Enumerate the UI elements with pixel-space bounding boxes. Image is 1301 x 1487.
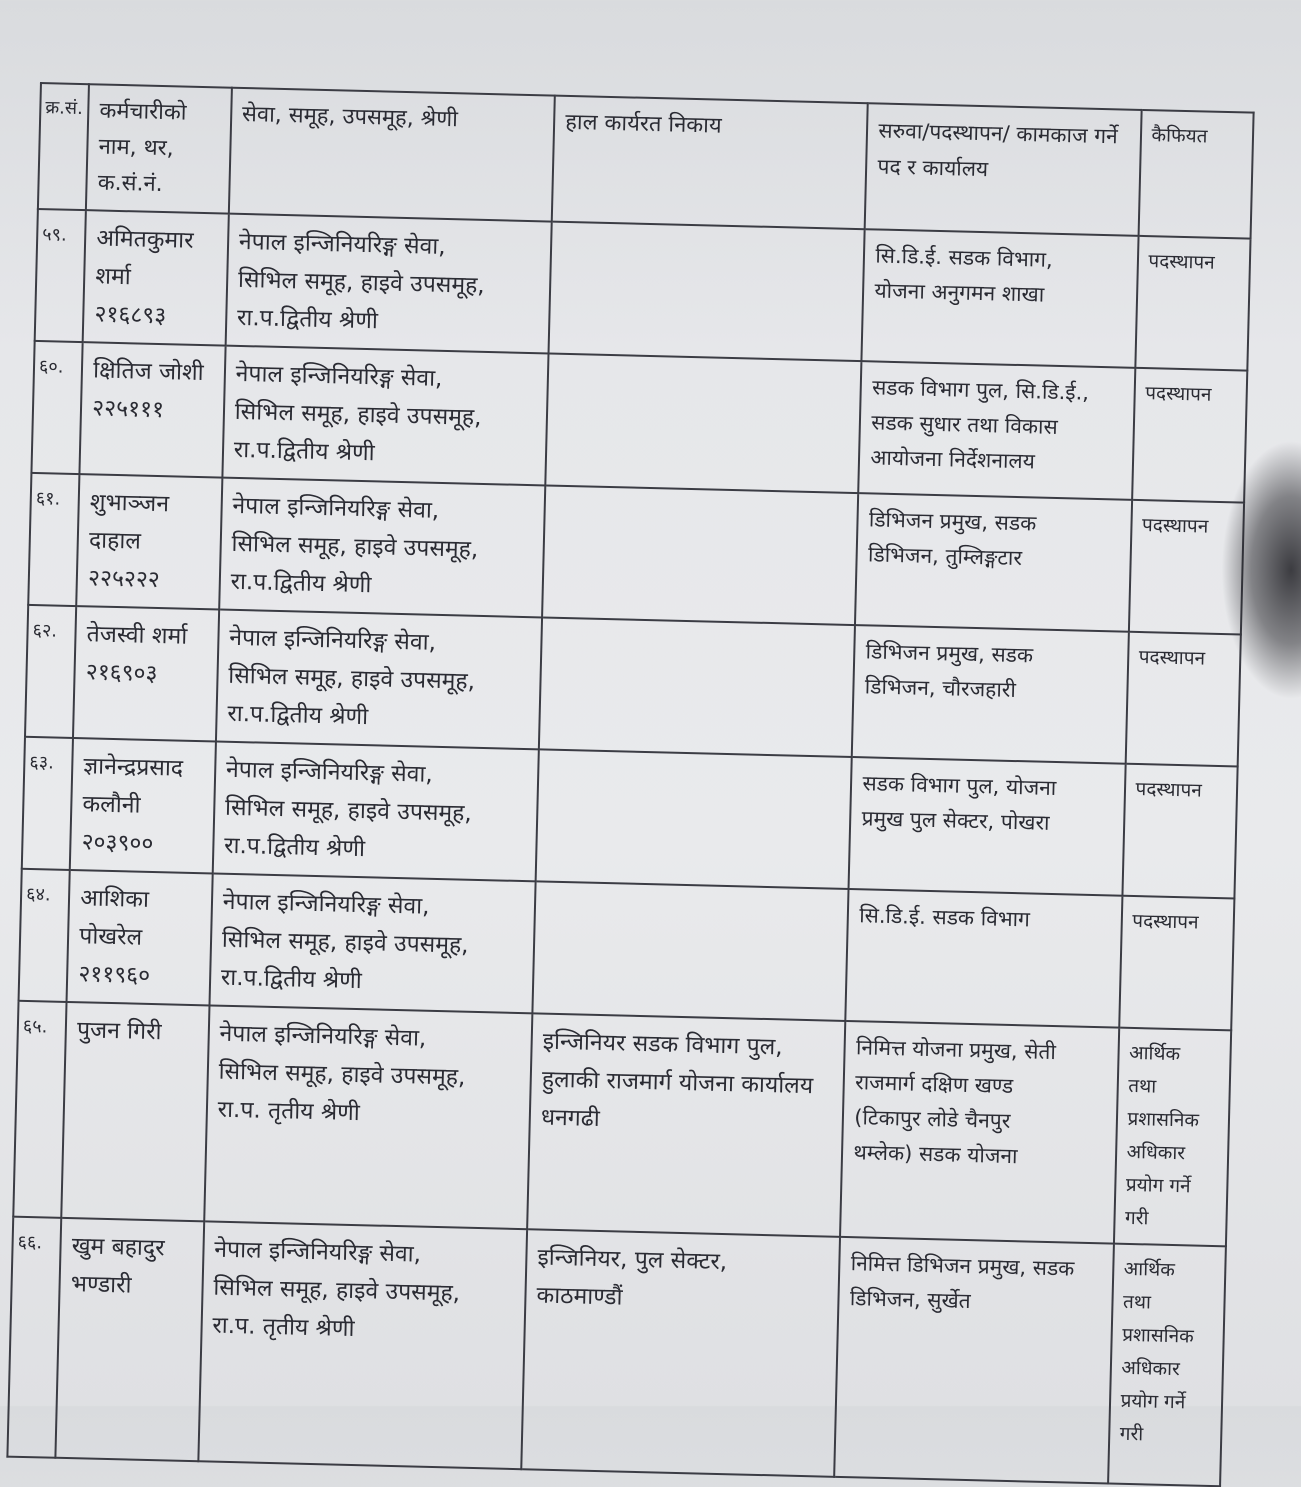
cell-current-office: इन्जिनियर, पुल सेक्टर, काठमाण्डौं xyxy=(521,1229,840,1477)
cell-service: नेपाल इन्जिनियरिङ्ग सेवा, सिभिल समूह, हाइवे उपसमूह, रा.प.द्वितीय श्रेणी xyxy=(222,346,548,486)
cell-remarks: पदस्थापन xyxy=(1122,764,1238,899)
cell-new-post: सि.डि.ई. सडक विभाग, योजना अनुगमन शाखा xyxy=(862,229,1138,368)
cell-service: नेपाल इन्जिनियरिङ्ग सेवा, सिभिल समूह, हाइवे उपसमूह, रा.प.द्वितीय श्रेणी xyxy=(209,873,535,1013)
cell-current-office xyxy=(545,354,861,494)
cell-sn: ६५. xyxy=(13,1001,66,1218)
cell-service: नेपाल इन्जिनियरिङ्ग सेवा, सिभिल समूह, हाइवे उपसमूह, रा.प.द्वितीय श्रेणी xyxy=(225,214,551,354)
cell-sn: ५९. xyxy=(35,209,86,342)
cell-remarks: पदस्थापन xyxy=(1132,368,1248,503)
header-current-office: हाल कार्यरत निकाय xyxy=(552,96,868,230)
cell-sn: ६०. xyxy=(31,341,82,474)
cell-remarks: पदस्थापन xyxy=(1119,896,1235,1031)
cell-name: क्षितिज जोशी २२५१११ xyxy=(80,342,226,477)
cell-current-office xyxy=(549,222,865,362)
cell-new-post: सि.डि.ई. सडक विभाग xyxy=(846,889,1122,1028)
cell-current-office xyxy=(536,749,852,889)
cell-name: पुजन गिरी xyxy=(61,1002,209,1221)
finger-shadow xyxy=(1221,440,1301,700)
table-row xyxy=(13,1001,1231,1247)
header-name: कर्मचारीको नाम, थर, क.सं.नं. xyxy=(86,84,232,213)
cell-new-post: डिभिजन प्रमुख, सडक डिभिजन, तुम्लिङ्गटार xyxy=(855,493,1131,632)
cell-service: नेपाल इन्जिनियरिङ्ग सेवा, सिभिल समूह, हाइवे उपसमूह, रा.प. तृतीय श्रेणी xyxy=(198,1221,527,1469)
transfer-table-wrap xyxy=(6,82,1254,1487)
cell-new-post: डिभिजन प्रमुख, सडक डिभिजन, चौरजहारी xyxy=(852,625,1128,764)
cell-name: आशिका पोखरेल २११९६० xyxy=(67,870,213,1005)
header-remarks: कैफियत xyxy=(1138,110,1254,239)
cell-service: नेपाल इन्जिनियरिङ्ग सेवा, सिभिल समूह, हाइवे उपसमूह, रा.प.द्वितीय श्रेणी xyxy=(219,478,545,618)
table-body xyxy=(7,209,1250,1486)
cell-remarks: आर्थिक तथा प्रशासनिक अधिकार प्रयोग गर्ने गरी xyxy=(1108,1244,1226,1487)
cell-current-office xyxy=(542,485,858,625)
cell-sn: ६१. xyxy=(28,473,79,606)
cell-sn: ६४. xyxy=(19,869,70,1002)
cell-current-office xyxy=(532,881,848,1021)
cell-remarks: पदस्थापन xyxy=(1135,236,1251,371)
cell-new-post: सडक विभाग पुल, योजना प्रमुख पुल सेक्टर, पोखरा xyxy=(849,757,1125,896)
cell-remarks: आर्थिक तथा प्रशासनिक अधिकार प्रयोग गर्ने गरी xyxy=(1113,1028,1231,1247)
header-sn: क्र.सं. xyxy=(38,83,89,210)
cell-remarks: पदस्थापन xyxy=(1128,500,1244,635)
cell-sn: ६६. xyxy=(7,1217,61,1458)
cell-service: नेपाल इन्जिनियरिङ्ग सेवा, सिभिल समूह, हाइवे उपसमूह, रा.प. तृतीय श्रेणी xyxy=(204,1005,533,1229)
cell-new-post: सडक विभाग पुल, सि.डि.ई., सडक सुधार तथा विकास आयोजना निर्देशनालय xyxy=(859,361,1135,500)
cell-sn: ६३. xyxy=(22,737,73,870)
cell-name: ज्ञानेन्द्रप्रसाद कलौनी २०३९०० xyxy=(70,738,216,873)
transfer-table xyxy=(6,82,1254,1487)
cell-service: नेपाल इन्जिनियरिङ्ग सेवा, सिभिल समूह, हाइवे उपसमूह, रा.प.द्वितीय श्रेणी xyxy=(216,610,542,750)
cell-new-post: निमित्त डिभिजन प्रमुख, सडक डिभिजन, सुर्खेत xyxy=(835,1237,1114,1484)
cell-new-post: निमित्त योजना प्रमुख, सेती राजमार्ग दक्षिण खण्ड (टिकापुर लोडे चैनपुर थम्लेक) सडक योजना xyxy=(840,1021,1118,1244)
table-row xyxy=(7,1217,1226,1487)
cell-service: नेपाल इन्जिनियरिङ्ग सेवा, सिभिल समूह, हाइवे उपसमूह, रा.प.द्वितीय श्रेणी xyxy=(212,741,538,881)
cell-sn: ६२. xyxy=(25,605,76,738)
cell-name: शुभाञ्जन दाहाल २२५२२२ xyxy=(76,474,222,609)
cell-current-office xyxy=(539,617,855,757)
cell-name: खुम बहादुर भण्डारी xyxy=(56,1218,204,1461)
header-service: सेवा, समूह, उपसमूह, श्रेणी xyxy=(229,88,555,222)
cell-name: तेजस्वी शर्मा २१६९०३ xyxy=(73,606,219,741)
header-new-post: सरुवा/पदस्थापन/ कामकाज गर्ने पद र कार्यालय xyxy=(865,103,1141,236)
cell-name: अमितकुमार शर्मा २१६८९३ xyxy=(83,210,229,345)
cell-remarks: पदस्थापन xyxy=(1125,632,1241,767)
cell-current-office: इन्जिनियर सडक विभाग पुल, हुलाकी राजमार्ग योजना कार्यालय धनगढी xyxy=(527,1013,845,1237)
